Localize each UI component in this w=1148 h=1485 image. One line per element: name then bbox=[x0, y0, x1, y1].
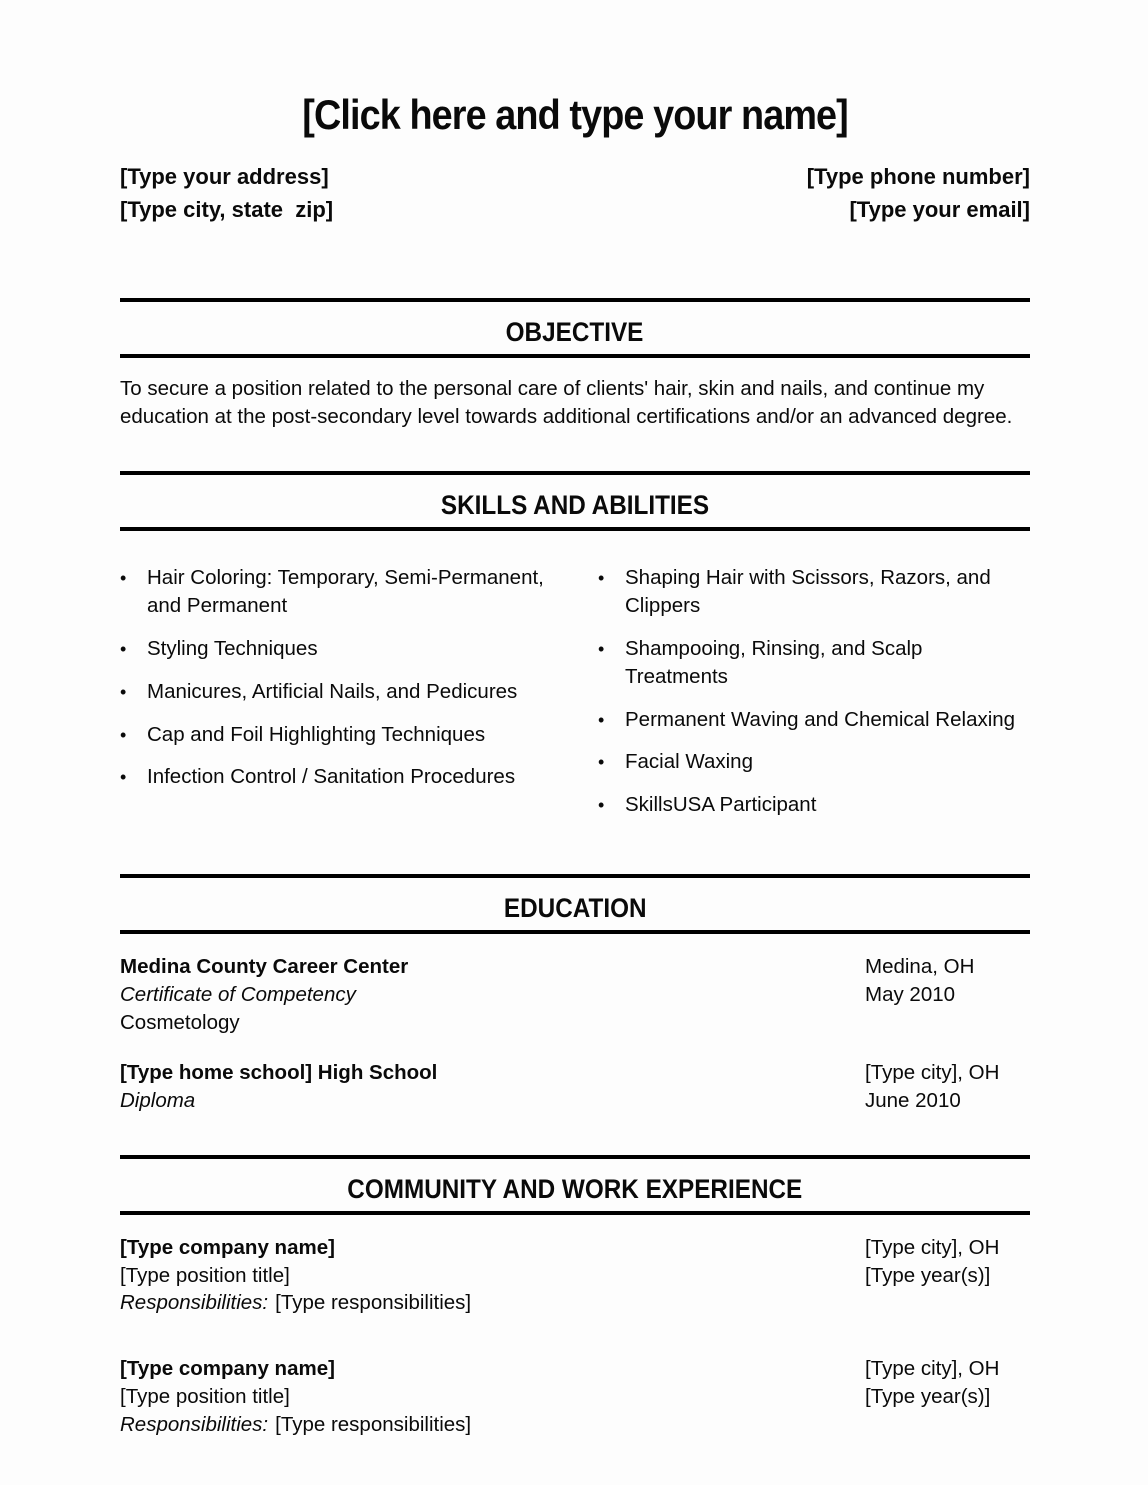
experience-heading bbox=[120, 1159, 1030, 1211]
education-heading-text: EDUCATION bbox=[503, 893, 647, 924]
credential: Diploma bbox=[120, 1088, 196, 1112]
company-location-placeholder[interactable]: [Type city], OH bbox=[865, 1357, 1000, 1381]
city-state-zip-placeholder[interactable]: [Type city, state zip] bbox=[120, 197, 334, 223]
credential: Certificate of Competency bbox=[120, 983, 356, 1007]
section-rule-bottom bbox=[120, 354, 1030, 358]
position-title-placeholder[interactable]: [Type position title] bbox=[120, 1385, 290, 1409]
bullet-icon: • bbox=[598, 638, 605, 659]
skill-item bbox=[120, 564, 562, 620]
responsibilities-placeholder[interactable]: [Type responsibilities] bbox=[275, 1413, 472, 1436]
skill-item bbox=[598, 748, 1030, 776]
bullet-icon: • bbox=[598, 795, 605, 816]
skill-text: Infection Control / Sanitation Procedures bbox=[147, 765, 516, 789]
bullet-icon: • bbox=[598, 709, 605, 730]
skill-item bbox=[598, 564, 1030, 620]
responsibilities-label: Responsibilities: bbox=[120, 1413, 269, 1436]
skill-item bbox=[120, 678, 562, 706]
years-placeholder[interactable]: [Type year(s)] bbox=[865, 1385, 991, 1409]
responsibilities-placeholder[interactable]: [Type responsibilities] bbox=[275, 1291, 472, 1315]
program: Cosmetology bbox=[120, 1010, 240, 1034]
section-rule-bottom bbox=[120, 930, 1030, 934]
company-name-placeholder[interactable]: [Type company name] bbox=[120, 1235, 335, 1259]
skill-item bbox=[598, 706, 1030, 734]
school-location-placeholder[interactable]: [Type city], OH bbox=[865, 1060, 1000, 1084]
experience-entry-left bbox=[120, 1234, 865, 1318]
email-placeholder[interactable]: [Type your email] bbox=[849, 197, 1030, 223]
graduation-date: June 2010 bbox=[865, 1088, 961, 1112]
bullet-icon: • bbox=[598, 752, 605, 773]
education-entry-right bbox=[865, 1059, 1030, 1115]
skills-section bbox=[120, 471, 1030, 834]
experience-section bbox=[120, 1155, 1030, 1439]
skill-text: Styling Techniques bbox=[147, 636, 318, 660]
bullet-icon: • bbox=[120, 638, 127, 659]
responsibilities-line bbox=[120, 1411, 865, 1439]
experience-entry-left bbox=[120, 1355, 865, 1439]
education-entry-right bbox=[865, 953, 1030, 1037]
experience-heading-text: COMMUNITY AND WORK EXPERIENCE bbox=[347, 1173, 803, 1204]
section-rule-bottom bbox=[120, 1211, 1030, 1215]
section-rule-bottom bbox=[120, 527, 1030, 531]
skill-item bbox=[120, 635, 562, 663]
school-name-placeholder[interactable]: [Type home school] High School bbox=[120, 1060, 438, 1084]
position-title-placeholder[interactable]: [Type position title] bbox=[120, 1263, 290, 1287]
objective-heading bbox=[120, 302, 1030, 354]
skill-text: Facial Waxing bbox=[625, 750, 753, 774]
phone-placeholder[interactable]: [Type phone number] bbox=[806, 164, 1030, 190]
skills-heading-text: SKILLS AND ABILITIES bbox=[440, 489, 710, 520]
bullet-icon: • bbox=[120, 568, 127, 589]
objective-heading-text: OBJECTIVE bbox=[506, 317, 644, 348]
bullet-icon: • bbox=[598, 568, 605, 589]
bullet-icon: • bbox=[120, 681, 127, 702]
objective-text: To secure a position related to the personal care of clients' hair, skin and nails, and continue my education at the post-secondary level towards additional certifications and/or an advanced degree. bbox=[120, 377, 1013, 429]
name-placeholder[interactable] bbox=[120, 92, 1030, 138]
contact-right-column bbox=[807, 160, 1030, 226]
years-placeholder[interactable]: [Type year(s)] bbox=[865, 1263, 991, 1287]
skills-left-column bbox=[120, 564, 598, 834]
name-placeholder-text: [Click here and type your name] bbox=[302, 91, 848, 138]
skill-item bbox=[120, 721, 562, 749]
education-entry-left bbox=[120, 953, 865, 1037]
skill-text: SkillsUSA Participant bbox=[625, 793, 817, 817]
experience-entry-right bbox=[865, 1355, 1030, 1439]
experience-entry-right bbox=[865, 1234, 1030, 1318]
education-entry bbox=[120, 953, 1030, 1037]
experience-entry bbox=[120, 1355, 1030, 1439]
school-name: Medina County Career Center bbox=[120, 955, 409, 979]
skill-text: Shaping Hair with Scissors, Razors, and Clippers bbox=[625, 566, 991, 617]
company-name-placeholder[interactable]: [Type company name] bbox=[120, 1357, 335, 1381]
responsibilities-line bbox=[120, 1289, 865, 1317]
experience-entry bbox=[120, 1234, 1030, 1318]
contact-left-column bbox=[120, 160, 333, 226]
education-entry bbox=[120, 1059, 1030, 1115]
responsibilities-label: Responsibilities: bbox=[120, 1291, 269, 1315]
skill-text: Manicures, Artificial Nails, and Pedicures bbox=[147, 679, 518, 703]
skills-columns bbox=[120, 564, 1030, 834]
objective-section bbox=[120, 298, 1030, 431]
skill-item bbox=[598, 635, 1030, 691]
skill-text: Cap and Foil Highlighting Techniques bbox=[147, 722, 486, 746]
education-entry-left bbox=[120, 1059, 865, 1115]
contact-block bbox=[120, 160, 1030, 226]
bullet-icon: • bbox=[120, 767, 127, 788]
skill-text: Hair Coloring: Temporary, Semi-Permanent, and Permanent bbox=[147, 566, 544, 617]
address-placeholder[interactable]: [Type your address] bbox=[120, 164, 329, 190]
education-heading bbox=[120, 878, 1030, 930]
bullet-icon: • bbox=[120, 724, 127, 745]
skills-right-column bbox=[598, 564, 1030, 834]
skill-item bbox=[120, 763, 562, 791]
school-location: Medina, OH bbox=[865, 955, 975, 979]
education-section bbox=[120, 874, 1030, 1114]
graduation-date: May 2010 bbox=[865, 983, 956, 1007]
skill-text: Shampooing, Rinsing, and Scalp Treatments bbox=[625, 636, 923, 688]
company-location-placeholder[interactable]: [Type city], OH bbox=[865, 1235, 1000, 1259]
skill-item bbox=[598, 791, 1030, 819]
skill-text: Permanent Waving and Chemical Relaxing bbox=[625, 707, 1016, 731]
skills-heading bbox=[120, 475, 1030, 527]
